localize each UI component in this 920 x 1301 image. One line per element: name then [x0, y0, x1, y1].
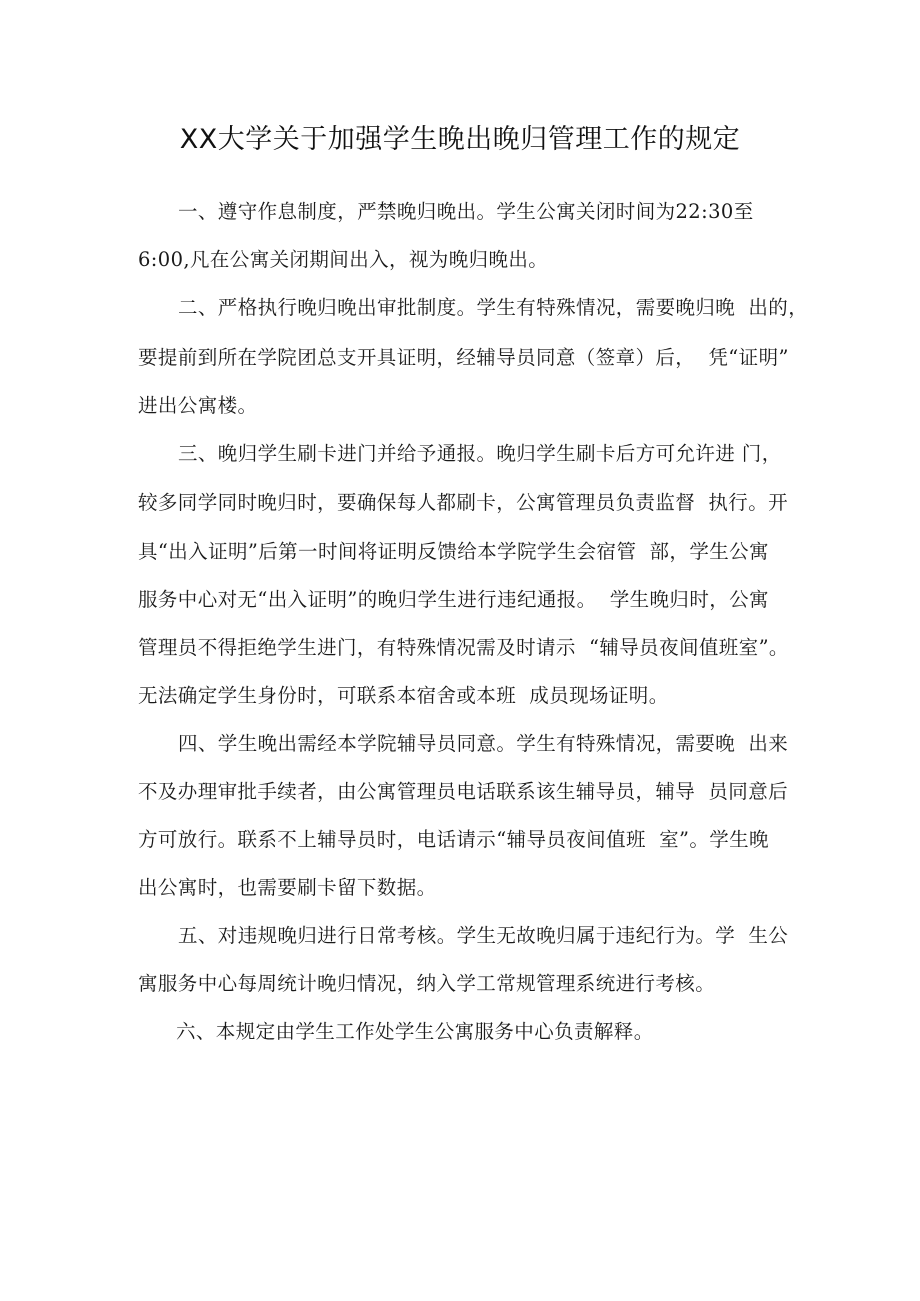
section-5-line-2: 寓服务中心每周统计晚归情况，纳入学工常规管理系统进行考核。	[138, 972, 716, 995]
section-4-line-3: 方可放行。联系不上辅导员时，电话请示“辅导员夜间值班 室”。学生晚	[138, 828, 769, 851]
section-3-line-2: 较多同学同时晚归时，要确保每人都刷卡，公寓管理员负责监督 执行。开	[138, 491, 788, 514]
section-4-line-2: 不及办理审批手续者，由公寓管理员电话联系该生辅导员，辅导 员同意后	[138, 780, 788, 803]
section-2-line-3: 进出公寓楼。	[138, 394, 258, 417]
section-1-line-2: 6:00,凡在公寓关闭期间出入，视为晚归晚出。	[138, 248, 549, 271]
section-2-line-1: 二、严格执行晚归晚出审批制度。学生有特殊情况，需要晚归晚 出的，	[178, 296, 809, 319]
section-3-line-5: 管理员不得拒绝学生进门，有特殊情况需及时请示 “辅导员夜间值班室”。	[138, 636, 789, 659]
section-4-line-1: 四、学生晚出需经本学院辅导员同意。学生有特殊情况，需要晚 出来	[178, 732, 789, 755]
section-5-line-1: 五、对违规晚归进行日常考核。学生无故晚归属于违纪行为。学 生公	[178, 924, 789, 947]
section-3-line-4: 服务中心对无“出入证明”的晚归学生进行违纪通报。 学生晚归时，公寓	[138, 588, 769, 611]
section-3-line-3: 具“出入证明”后第一时间将证明反馈给本学院学生会宿管 部，学生公寓	[138, 540, 769, 563]
section-3-line-1: 三、晚归学生刷卡进门并给予通报。晚归学生刷卡后方可允许进 门，	[178, 442, 782, 465]
section-6-line-1: 六、本规定由学生工作处学生公寓服务中心负责解释。	[176, 1020, 654, 1043]
section-1-line-1: 一、遵守作息制度，严禁晚归晚出。学生公寓关闭时间为22:30至	[178, 200, 754, 223]
document-title: XX大学关于加强学生晚出晚归管理工作的规定	[179, 124, 741, 155]
section-3-line-6: 无法确定学生身份时，可联系本宿舍或本班 成员现场证明。	[138, 684, 669, 707]
section-2-line-2: 要提前到所在学院团总支开具证明，经辅导员同意（签章）后， 凭“证明”	[138, 346, 789, 369]
section-4-line-4: 出公寓时，也需要刷卡留下数据。	[138, 876, 437, 899]
